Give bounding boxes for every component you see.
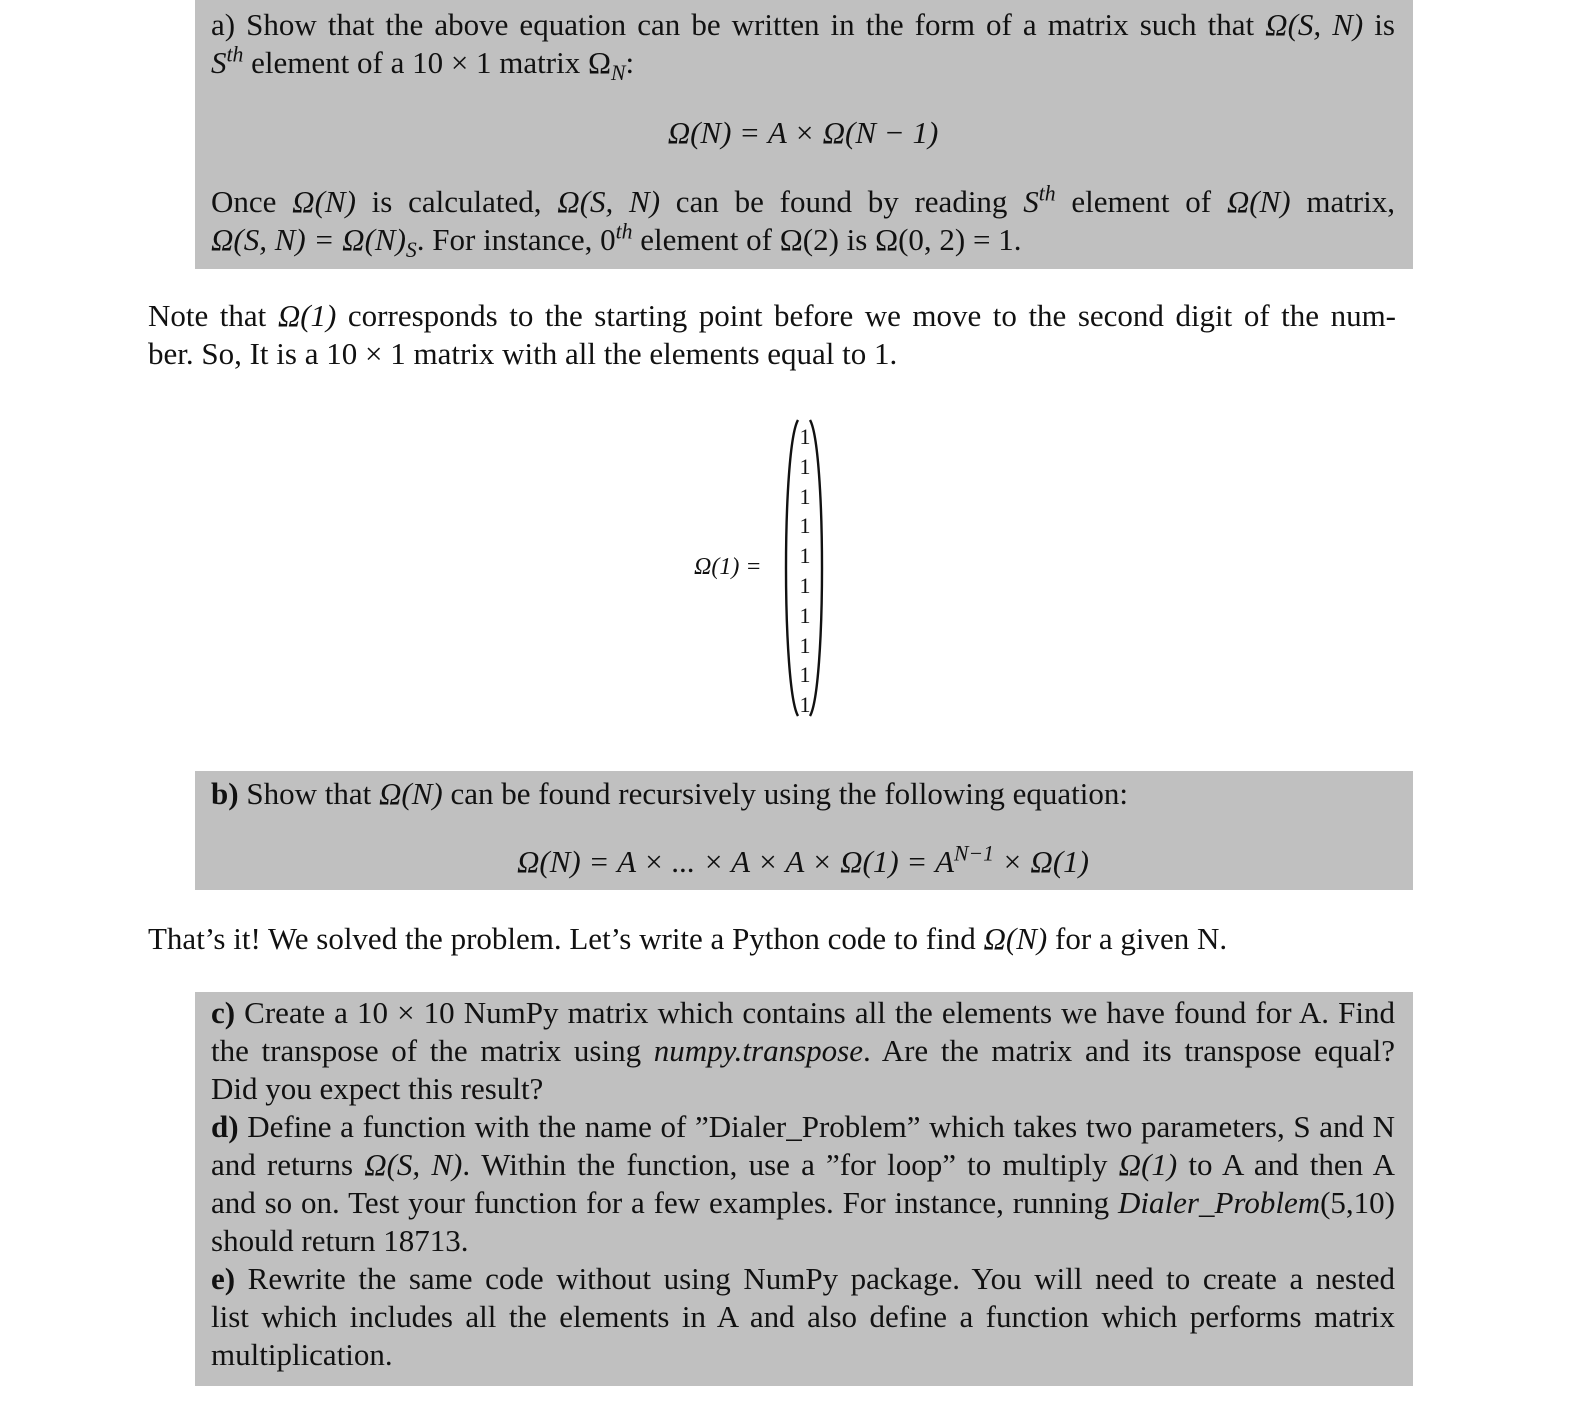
part-cde-box: [195, 992, 1413, 1386]
column-matrix: [782, 418, 826, 718]
note-line-2: ber. So, It is a 10 × 1 matrix with all the elements equal to 1.: [148, 336, 898, 371]
matrix-entry: 1: [799, 572, 811, 598]
matrix-entry: 1: [799, 543, 811, 569]
matrix-entry: 1: [799, 424, 811, 449]
part-a-equation: Ω(N) = A × Ω(N − 1): [667, 115, 939, 150]
matrix-entry: 1: [799, 513, 811, 539]
matrix-entry: 1: [799, 632, 811, 658]
part-b-line: b) Show that Ω(N) can be found recursively using the following equation:: [211, 776, 1128, 811]
matrix-values: [795, 422, 815, 720]
part-b-equation: Ω(N) = A × ... × $A \times A \times \Omega(1) = A^{N-1} \times \Omega(1)$: [517, 841, 1089, 879]
solved-line: That’s it! We solved the problem. Let’s write a Python code to find Ω(N) for a given N.: [148, 921, 1228, 956]
part-e-line-3: multiplication.: [211, 1337, 393, 1372]
part-d-line-3: and so on. Test your function for a few examples. For instance, running Dialer_Problem(5,10): [211, 1185, 1395, 1220]
part-a-line-2: $S^{th}$ element of a 10 × 1 matrix $\Omega_N$:: [211, 42, 635, 86]
part-a-box: [195, 0, 1413, 269]
matrix-entry: 1: [799, 453, 811, 479]
part-e-line-2: list which includes all the elements in A and also define a function which performs matrix: [211, 1299, 1395, 1334]
matrix-entry: 1: [799, 483, 811, 509]
part-d-line-1: d) Define a function with the name of ”Dialer_Problem” which takes two parameters, S and N: [211, 1109, 1395, 1144]
matrix-entry: 1: [799, 662, 811, 688]
part-c-line-2: the transpose of the matrix using numpy.transpose. Are the matrix and its transpose equal?: [211, 1033, 1395, 1068]
matrix-entry: 1: [799, 602, 811, 628]
note-line-1: Note that Ω(1) corresponds to the starting point before we move to the second digit of the num-: [148, 298, 1396, 333]
part-a-line-4: Ω(S, $N) = \Omega(N)_S$. For instance, 0th element of Ω(2) is Ω(0, 2) = 1.: [211, 219, 1022, 263]
part-a-line-3: Once Ω(N) is calculated, Ω(S, N) can be found by reading $S^{th}$ element of Ω(N) matrix,: [211, 181, 1395, 219]
matrix-label: Ω(1) =: [694, 554, 762, 580]
part-d-line-2: and returns Ω(S, N). Within the function, use a ”for loop” to multiply Ω(1) to A and then A: [211, 1147, 1396, 1182]
part-b-box: [195, 771, 1413, 890]
matrix-entry: 1: [799, 692, 811, 718]
part-d-line-4: should return 18713.: [211, 1223, 469, 1258]
part-a-line-1: a) Show that the above equation can be written in the form of a matrix such that Ω(S, N) is: [211, 7, 1395, 42]
part-e-line-1: e) Rewrite the same code without using NumPy package. You will need to create a nested: [211, 1261, 1395, 1296]
part-c-line-3: Did you expect this result?: [211, 1071, 544, 1106]
part-c-line-1: c) Create a 10 × 10 NumPy matrix which contains all the elements we have found for A. Find: [211, 995, 1395, 1030]
